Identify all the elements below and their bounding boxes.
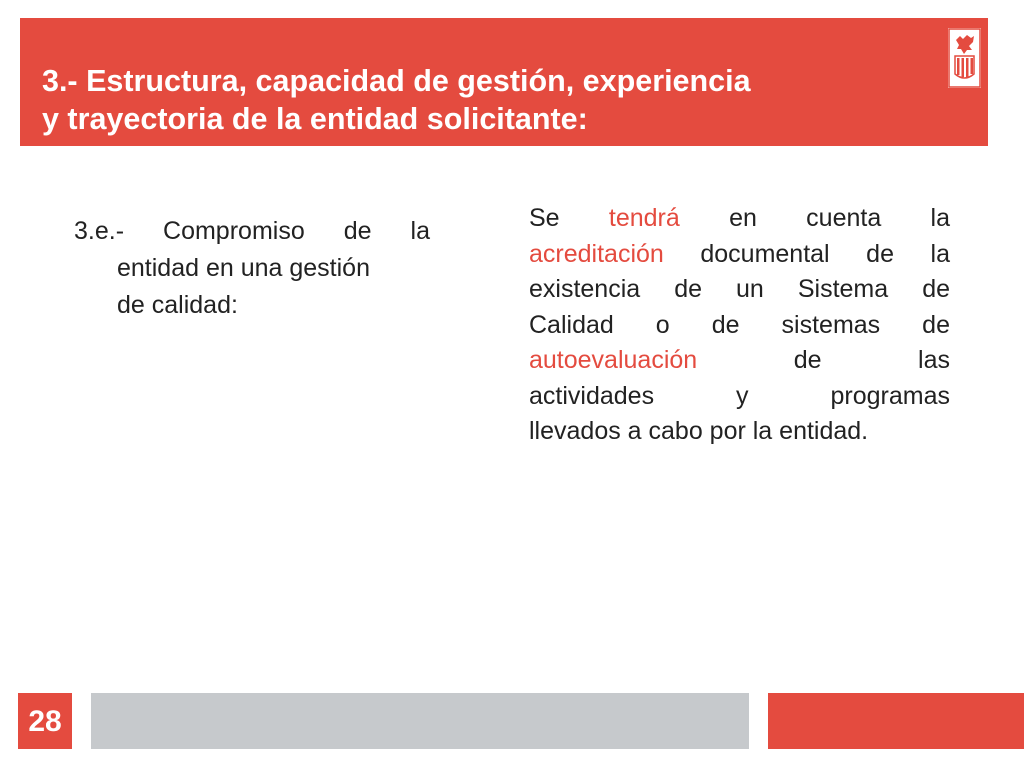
- page-number-badge: 28: [18, 693, 72, 749]
- paragraph-line-5: [529, 343, 950, 379]
- highlight-term-tendra: tendrá: [608, 204, 680, 232]
- left-text-line-1: 3.e.- Compromiso de la: [74, 217, 430, 245]
- quality-criteria-paragraph: [529, 201, 950, 450]
- bat-crest-icon: [948, 28, 981, 88]
- slide-title-line-1: 3.- Estructura, capacidad de gestión, experiencia: [42, 64, 751, 98]
- paragraph-text: documental de la: [663, 239, 950, 268]
- slide-title-line-2: y trayectoria de la entidad solicitante:: [42, 102, 588, 136]
- paragraph-line-2: [529, 237, 950, 273]
- paragraph-line-3: existencia de un Sistema de: [529, 275, 950, 303]
- header-bar: [20, 18, 988, 146]
- paragraph-line-7: llevados a cabo por la entidad.: [529, 417, 869, 445]
- paragraph-text: Se: [529, 204, 609, 232]
- left-text-line-3: de calidad:: [117, 291, 238, 319]
- generalitat-logo-icon: [948, 28, 981, 88]
- paragraph-text: de las: [697, 346, 950, 374]
- paragraph-line-4: Calidad o de sistemas de: [529, 310, 950, 339]
- paragraph-text: en cuenta la: [679, 204, 950, 232]
- highlight-term-acreditacion: acreditación: [529, 239, 664, 268]
- paragraph-line-6: actividades y programas: [529, 381, 950, 410]
- footer-red-bar: [768, 693, 1024, 749]
- highlight-term-autoevaluacion: autoevaluación: [529, 346, 698, 374]
- section-heading-quality-commitment: [74, 213, 430, 324]
- slide-title: [42, 62, 922, 138]
- footer-gray-bar: [91, 693, 749, 749]
- left-text-line-2: entidad en una gestión: [117, 254, 370, 282]
- paragraph-line-1: [529, 201, 950, 237]
